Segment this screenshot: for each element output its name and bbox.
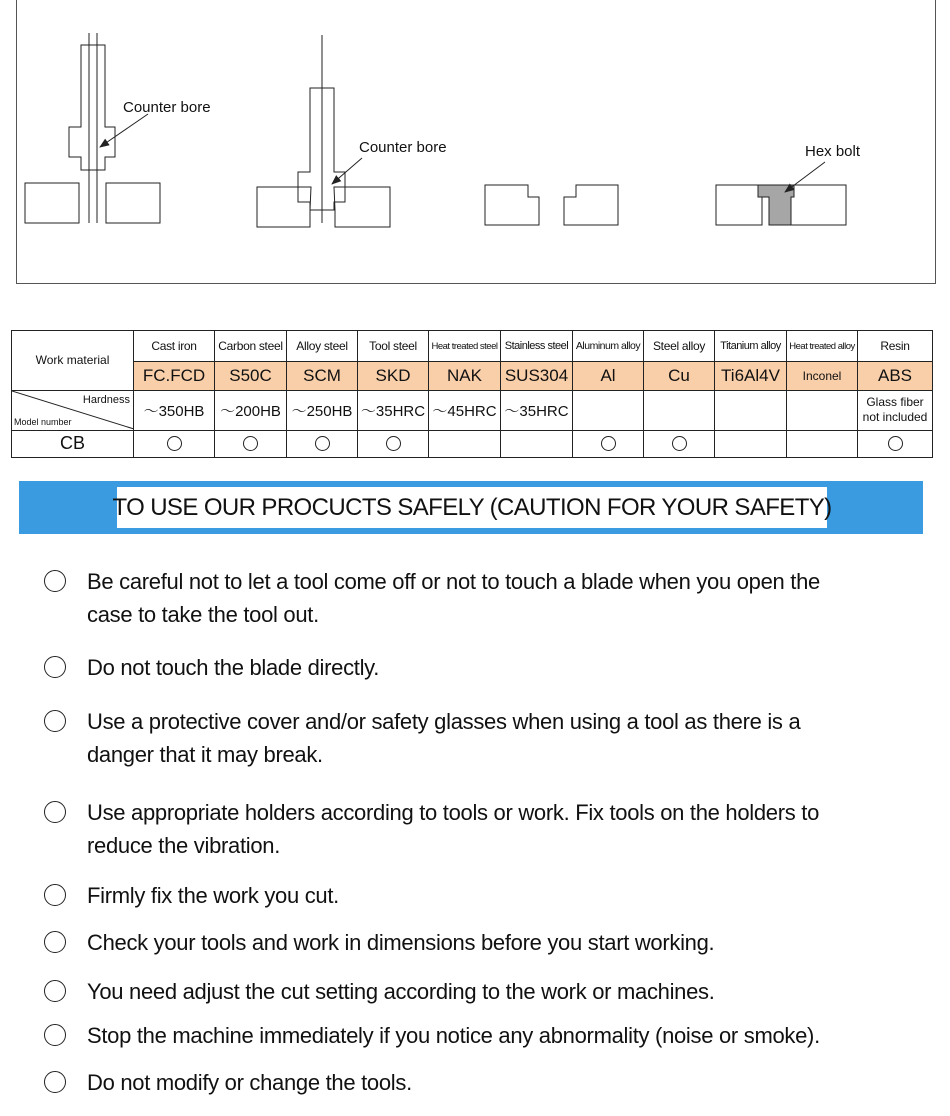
caution-line: Check your tools and work in dimensions before you start working.: [87, 930, 715, 955]
material-code-abs: ABS: [858, 362, 933, 390]
material-code-row: [12, 362, 933, 390]
material-code-skd: SKD: [358, 362, 429, 390]
circle-bullet-icon: [44, 656, 66, 678]
cb-stainless-steel: [501, 430, 573, 457]
material-name-tool-steel: Tool steel: [358, 331, 429, 362]
caution-text: [87, 705, 887, 771]
circle-bullet-icon: [44, 980, 66, 1002]
compatible-circle-icon: [315, 436, 330, 451]
material-name-cast-iron: Cast iron: [134, 331, 215, 362]
counter-bore-label-2: Counter bore: [359, 139, 447, 156]
compatible-circle-icon: [601, 436, 616, 451]
hardness-resin: [858, 390, 933, 430]
material-code-s50c: S50C: [215, 362, 287, 390]
caution-line: Firmly fix the work you cut.: [87, 883, 339, 908]
hardness-cast-iron: ～350HB: [134, 390, 215, 430]
compatible-circle-icon: [243, 436, 258, 451]
circle-bullet-icon: [44, 1071, 66, 1093]
caution-line: case to take the tool out.: [87, 602, 319, 627]
hardness-heat-treated-alloy: [787, 390, 858, 430]
circle-bullet-icon: [44, 801, 66, 823]
material-code-scm: SCM: [287, 362, 358, 390]
hardness-model-header: [12, 390, 134, 430]
hardness-row: [12, 390, 933, 430]
material-name-carbon-steel: Carbon steel: [215, 331, 287, 362]
material-name-aluminum-alloy: Aluminum alloy: [573, 331, 644, 362]
diagram-svg: [17, 0, 937, 284]
caution-text: [87, 796, 887, 862]
cb-steel-alloy: [644, 430, 715, 457]
circle-bullet-icon: [44, 884, 66, 906]
material-name-steel-alloy: Steel alloy: [644, 331, 715, 362]
material-name-alloy-steel: Alloy steel: [287, 331, 358, 362]
caution-banner: [19, 481, 923, 534]
hardness-titanium-alloy: [715, 390, 787, 430]
compatible-circle-icon: [672, 436, 687, 451]
hex-bolt-label: Hex bolt: [805, 143, 861, 160]
resin-note-line1: Glass fiber: [866, 395, 924, 410]
hardness-carbon-steel: ～200HB: [215, 390, 287, 430]
caution-text: [87, 879, 887, 912]
material-code-ti6al4v: Ti6Al4V: [715, 362, 787, 390]
cb-titanium-alloy: [715, 430, 787, 457]
circle-bullet-icon: [44, 570, 66, 592]
hardness-steel-alloy: [644, 390, 715, 430]
material-code-cu: Cu: [644, 362, 715, 390]
material-code-nak: NAK: [429, 362, 501, 390]
cb-alloy-steel: [287, 430, 358, 457]
counter-bore-label-1: Counter bore: [123, 99, 211, 116]
cb-tool-steel: [358, 430, 429, 457]
circle-bullet-icon: [44, 710, 66, 732]
counter-bore-figure-1: [25, 33, 160, 223]
cb-aluminum-alloy: [573, 430, 644, 457]
caution-title: TO USE OUR PROCUCTS SAFELY (CAUTION FOR YOUR SAFETY): [117, 487, 827, 528]
caution-line: Do not modify or change the tools.: [87, 1070, 412, 1095]
material-code-inconel: Inconel: [787, 362, 858, 390]
counter-bore-figure-2: [257, 35, 390, 227]
material-name-stainless-steel: Stainless steel: [501, 331, 573, 362]
material-code-al: Al: [573, 362, 644, 390]
caution-line: Use a protective cover and/or safety glasses when using a tool as there is a: [87, 709, 801, 734]
caution-line: Use appropriate holders according to tools or work. Fix tools on the holders to: [87, 800, 820, 825]
compatible-circle-icon: [386, 436, 401, 451]
cb-resin: [858, 430, 933, 457]
material-code-sus304: SUS304: [501, 362, 573, 390]
caution-text: [87, 975, 887, 1008]
work-material-header: Work material: [12, 331, 134, 391]
caution-line: Stop the machine immediately if you notice any abnormality (noise or smoke).: [87, 1023, 820, 1048]
caution-line: You need adjust the cut setting according to the work or machines.: [87, 979, 715, 1004]
material-name-heat-treated-steel: Heat treated steel: [429, 331, 501, 362]
cb-heat-treated-steel: [429, 430, 501, 457]
material-name-resin: Resin: [858, 331, 933, 362]
model-number-label: Model number: [14, 416, 72, 427]
hardness-aluminum-alloy: [573, 390, 644, 430]
resin-note-line2: not included: [862, 410, 928, 425]
caution-line: reduce the vibration.: [87, 833, 281, 858]
work-material-table: [11, 330, 933, 458]
cb-cast-iron: [134, 430, 215, 457]
caution-text: [87, 651, 887, 684]
step-pieces-figure: [485, 185, 618, 225]
model-cb-label: CB: [12, 430, 134, 457]
caution-text: [87, 926, 887, 959]
hardness-stainless-steel: ～35HRC: [501, 390, 573, 430]
diagram-panel: [16, 0, 936, 284]
hardness-alloy-steel: ～250HB: [287, 390, 358, 430]
caution-text: [87, 565, 887, 631]
material-name-heat-treated-alloy: Heat treated alloy: [787, 331, 858, 362]
hex-bolt-figure: [716, 162, 846, 225]
material-code-fc-fcd: FC.FCD: [134, 362, 215, 390]
model-cb-row: [12, 430, 933, 457]
caution-text: [87, 1066, 887, 1099]
circle-bullet-icon: [44, 931, 66, 953]
material-name-titanium-alloy: Titanium alloy: [715, 331, 787, 362]
cb-carbon-steel: [215, 430, 287, 457]
cb-heat-treated-alloy: [787, 430, 858, 457]
caution-line: Do not touch the blade directly.: [87, 655, 380, 680]
hardness-label: Hardness: [82, 393, 130, 406]
circle-bullet-icon: [44, 1024, 66, 1046]
caution-line: danger that it may break.: [87, 742, 323, 767]
hardness-heat-treated-steel: ～45HRC: [429, 390, 501, 430]
compatible-circle-icon: [888, 436, 903, 451]
compatible-circle-icon: [167, 436, 182, 451]
material-name-row: [12, 331, 933, 362]
caution-text: [87, 1019, 887, 1052]
caution-line: Be careful not to let a tool come off or not to touch a blade when you open the: [87, 569, 820, 594]
hardness-tool-steel: ～35HRC: [358, 390, 429, 430]
